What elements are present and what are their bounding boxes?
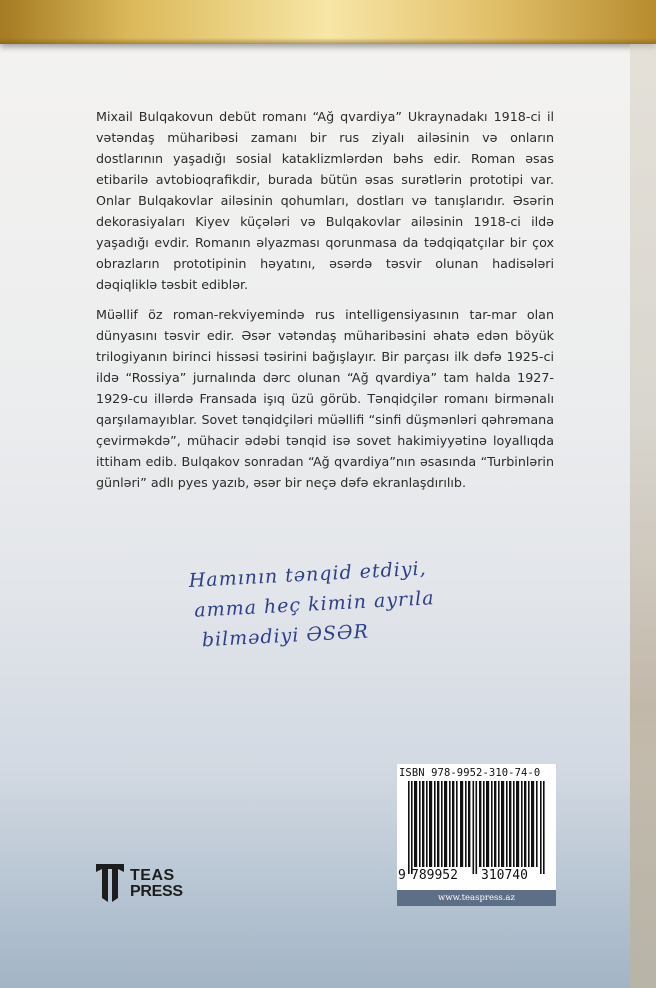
- description-paragraph-1: Mixail Bulqakovun debüt romanı “Ağ qvardiya” Ukraynadakı 1918-ci il vətəndaş müharibəsi zamanı bir rus ziyalı ailəsinin və onların dostlarının yaşadığı sosial kataklizmlərdən bəhs edir. Roman əsas etibarilə avtobioqrafikdir, burada bütün əsas surətlərin prototipi var. Onlar Bulqakovlar ailəsinin qohumları, dostları və tanışlarıdır. Əsərin dekorasiyaları Kiyev küçələri və Bulqakovlar ailəsinin 1918-ci ildə yaşadığı evdir. Romanın əlyazması qorunmasa da tədqiqatçılar bir çox obrazların prototipinin həyatını, əsərdə təsvir olunan hadisələri dəqiqliklə təsbit ediblər.: [96, 109, 554, 292]
- ean-group-left: 789952: [411, 868, 458, 883]
- handwritten-quote-line-2: amma heç kimin ayrıla: [193, 587, 436, 622]
- logo-text-press: PRESS: [130, 883, 183, 900]
- isbn-barcode: [397, 764, 556, 906]
- barcode-bars: [406, 781, 548, 874]
- ean-digits: [397, 868, 556, 884]
- ean-group-right: 310740: [481, 868, 528, 883]
- teas-press-emblem-icon: [94, 862, 126, 902]
- publisher-website: www.teaspress.az: [397, 890, 556, 906]
- spine-edge-strip: [630, 44, 656, 988]
- handwritten-quote-line-1: Hamının tənqid etdiyi,: [188, 557, 428, 592]
- description-paragraph-2: Müəllif öz roman-rekviyemində rus intelligensiyasının tar-mar olan dünyasını təsvir edir. Əsər vətəndaş müharibəsini əhatə edən böyük trilogiyanın birinci hissəsi təsirini bağışlayır. Bir parçası ilk dəfə 1925-ci ildə “Rossiya” jurnalında dərc olunan “Ağ qvardiya” tam halda 1927-1929-cu illərdə Fransada işıq üzü görüb. Tənqidçilər romanı birmənalı qarşılamayıblar. Sovet tənqidçiləri müəllifi “sinfi düşmənləri qəhrəmana çevirməkdə”, mühacir ədəbi tənqid isə sovet hakimiyyətinə loyallıqda ittiham edib. Bulqakov sonradan “Ağ qvardiya”nın əsasında “Turbinlərin günləri” adlı pyes yazıb, əsər bir neçə dəfə ekranlaşdırılıb.: [96, 307, 554, 490]
- handwritten-quote: [188, 552, 452, 655]
- handwritten-quote-line-3: bilmədiyi ƏSƏR: [201, 620, 370, 652]
- ean-first-digit: 9: [398, 868, 406, 883]
- isbn-label: ISBN 978-9952-310-74-0: [399, 767, 541, 779]
- gold-top-band: [0, 0, 656, 44]
- back-cover-description: [96, 106, 554, 502]
- logo-text-teas: TEAS: [130, 867, 175, 884]
- teas-press-logo: [94, 862, 214, 912]
